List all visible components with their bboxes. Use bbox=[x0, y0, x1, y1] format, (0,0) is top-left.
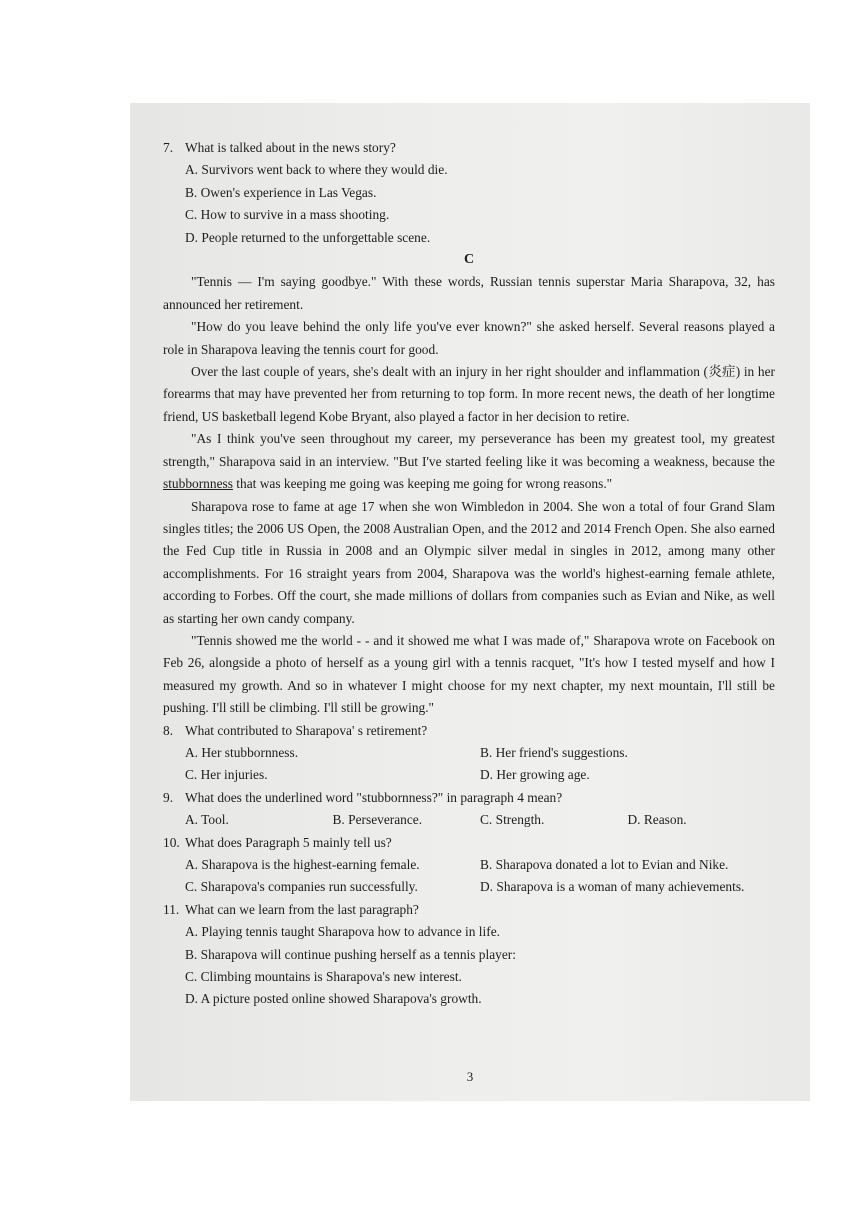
options-row bbox=[163, 742, 775, 764]
option-b: B. Perseverance. bbox=[332, 812, 423, 828]
options-row bbox=[163, 876, 775, 898]
question-number: 7. bbox=[163, 140, 174, 155]
question-8-stem bbox=[163, 720, 775, 742]
passage-paragraph-6: "Tennis showed me the world - - and it showed me what I was made of," Sharapova wrote on Facebook on Feb 26, alongside a photo of herself as a young girl with a tennis racquet, "It's how I tested myself and how I measured my growth. And so in whatever I might choose for my next chapter, my next mountain, I'll still be pushing. I'll still be climbing. I'll still be growing." bbox=[163, 632, 775, 716]
option-b: B. Owen's experience in Las Vegas. bbox=[185, 184, 377, 200]
option-d: D. Her growing age. bbox=[480, 767, 590, 783]
paragraph-text: "As I think you've seen throughout my career, my perseverance has been my greatest tool, my greatest strength," Sharapova said in an interview. "But I've started feeling like it was becoming a weakness, because the bbox=[163, 431, 775, 469]
option-c: C. Sharapova's companies run successfully. bbox=[185, 879, 418, 895]
question-9-stem bbox=[163, 787, 775, 809]
section-label: C bbox=[463, 252, 475, 268]
exam-page-photo bbox=[130, 103, 810, 1101]
question-text: What does Paragraph 5 mainly tell us? bbox=[185, 834, 392, 850]
option-c: C. Her injuries. bbox=[185, 767, 268, 783]
passage-paragraph-1: "Tennis — I'm saying goodbye." With these words, Russian tennis superstar Maria Sharapova, 32, has announced her retirement. bbox=[163, 274, 775, 312]
question-number: 8. bbox=[163, 722, 174, 738]
option-d: D. People returned to the unforgettable scene. bbox=[185, 229, 431, 245]
paragraph-text: that was keeping me going was keeping me going for wrong reasons." bbox=[232, 476, 613, 492]
option-b: B. Her friend's suggestions. bbox=[480, 744, 628, 760]
page-number: 3 bbox=[466, 1069, 474, 1084]
question-9 bbox=[163, 787, 775, 832]
question-text: What does the underlined word "stubbornness?" in paragraph 4 mean? bbox=[185, 789, 563, 805]
passage-paragraph-4 bbox=[163, 428, 775, 495]
options-row bbox=[163, 854, 775, 876]
option-a: A. Playing tennis taught Sharapova how to advance in life. bbox=[185, 924, 500, 940]
question-8 bbox=[163, 720, 775, 787]
option-d: D. Reason. bbox=[627, 812, 687, 828]
passage-paragraph-2: "How do you leave behind the only life you've ever known?" she asked herself. Several reasons played a role in Sharapova leaving the tennis court for good. bbox=[163, 319, 775, 357]
question-7-stem bbox=[163, 137, 775, 159]
question-10 bbox=[163, 832, 775, 899]
question-number: 10. bbox=[163, 834, 180, 850]
option-c: C. How to survive in a mass shooting. bbox=[185, 207, 390, 223]
question-number: 9. bbox=[163, 789, 174, 805]
underlined-word: stubbornness bbox=[163, 476, 233, 492]
option-c: C. Climbing mountains is Sharapova's new interest. bbox=[185, 969, 462, 985]
question-10-stem bbox=[163, 832, 775, 854]
question-text: What contributed to Sharapova' s retirement? bbox=[185, 722, 428, 738]
option-a: A. Tool. bbox=[185, 812, 229, 828]
page-content bbox=[163, 137, 775, 1011]
passage-paragraph-5: Sharapova rose to fame at age 17 when she won Wimbledon in 2004. She won a total of four Grand Slam singles titles; the 2006 US Open, the 2008 Australian Open, and the 2012 and 2014 French Open. She also earned the Fed Cup title in Russia in 2008 and an Olympic silver medal in singles in 2012, among many other accomplishments. For 16 straight years from 2004, Sharapova was the world's highest-earning female athlete, according to Forbes. Off the court, she made millions of dollars from companies such as Evian and Nike, as well as starting her own candy company. bbox=[163, 498, 775, 626]
question-11-stem bbox=[163, 899, 775, 921]
option-d: D. A picture posted online showed Sharapova's growth. bbox=[185, 991, 482, 1007]
option-a: A. Survivors went back to where they would die. bbox=[185, 162, 448, 178]
question-text: What is talked about in the news story? bbox=[185, 140, 396, 155]
option-a: A. Sharapova is the highest-earning female. bbox=[185, 857, 420, 872]
options-row bbox=[163, 764, 775, 786]
question-7 bbox=[163, 137, 775, 249]
passage-paragraph-3: Over the last couple of years, she's dealt with an injury in her right shoulder and inflammation (炎症) in her forearms that may have prevented her from returning to top form. In more recent news, the death of her longtime friend, US basketball legend Kobe Bryant, also played a factor in her decision to retire. bbox=[163, 364, 775, 424]
question-number: 11. bbox=[163, 901, 180, 917]
options-row bbox=[163, 809, 775, 831]
option-b: B. Sharapova donated a lot to Evian and Nike. bbox=[480, 857, 729, 872]
option-d: D. Sharapova is a woman of many achievements. bbox=[480, 879, 745, 895]
option-b: B. Sharapova will continue pushing herself as a tennis player: bbox=[185, 946, 516, 962]
question-11 bbox=[163, 899, 775, 1011]
question-text: What can we learn from the last paragraph? bbox=[185, 901, 419, 917]
reading-passage bbox=[163, 271, 775, 719]
option-a: A. Her stubbornness. bbox=[185, 744, 299, 760]
option-c: C. Strength. bbox=[480, 812, 545, 828]
